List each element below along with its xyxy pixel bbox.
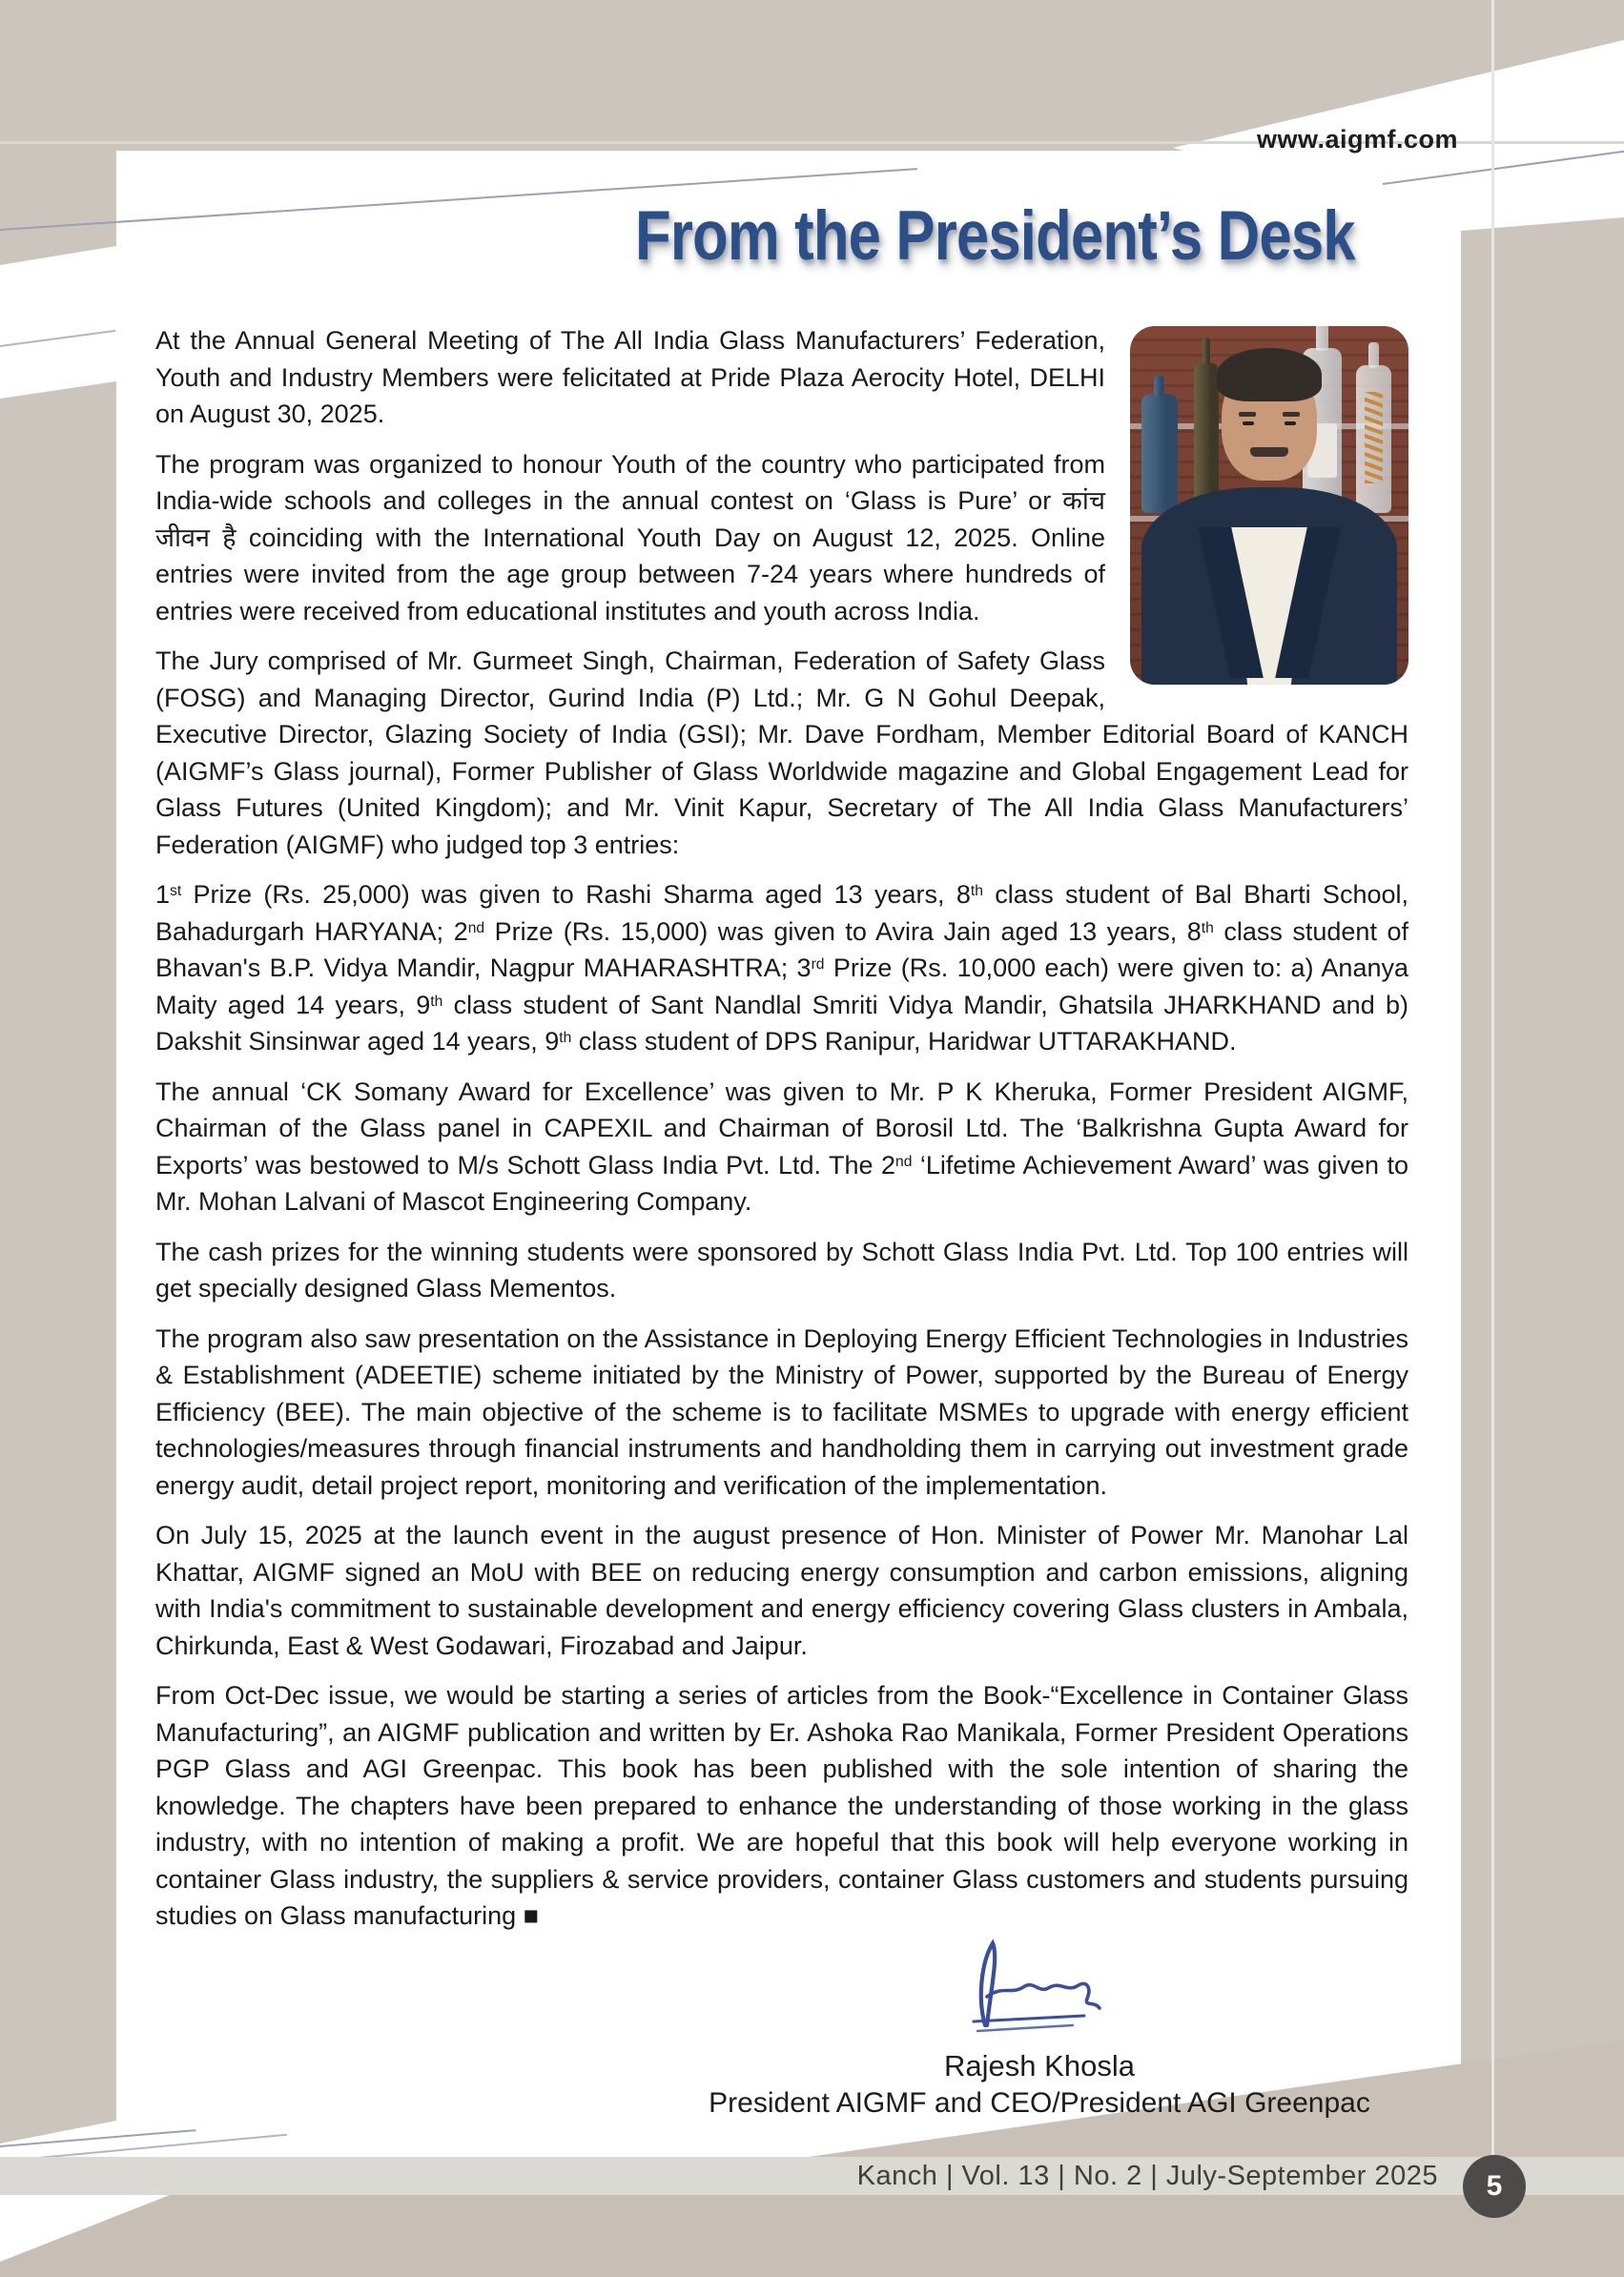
website-link[interactable]: www.aigmf.com xyxy=(1257,125,1459,154)
president-photo xyxy=(1130,326,1408,685)
paragraph: The cash prizes for the winning students were sponsored by Schott Glass India Pvt. Ltd. Top 100 entries will get specially designed Glass Mementos. xyxy=(155,1237,1408,1303)
paragraph: The program also saw presentation on the Assistance in Deploying Energy Efficient Technologies in Industries & Establishment (ADEETIE) scheme initiated by the Ministry of Power, supported by the Bureau of Energy Efficiency (BEE). The main objective of the scheme is to facilitate MSMEs to upgrade with energy efficient technologies/measures through financial instruments and handholding them in carrying out investment grade energy audit, detail project report, monitoring and verification of the implementation. xyxy=(155,1323,1408,1500)
president-hair xyxy=(1217,348,1323,401)
signatory-name: Rajesh Khosla xyxy=(944,2049,1135,2082)
blue-bottle-icon xyxy=(1141,394,1178,512)
decanter-bottle-icon xyxy=(1356,365,1392,512)
article-body xyxy=(155,322,1408,1948)
page-number: 5 xyxy=(1486,2170,1503,2202)
paragraph: The annual ‘CK Somany Award for Excellence’ was given to Mr. P K Kheruka, Former President AIGMF, Chairman of the Glass panel in CAPEXIL and Chairman of Borosil Ltd. The ‘Balkrishna Gupta Award for Exports’ was bestowed to M/s Schott Glass India Pvt. Ltd. The 2nd ‘Lifetime Achievement Award’ was given to Mr. Mohan Lalvani of Mascot Engineering Company. xyxy=(155,1077,1408,1216)
paragraph: From Oct-Dec issue, we would be starting a series of articles from the Book-“Excellence in Container Glass Manufacturing”, an AIGMF publication and written by Er. Ashoka Rao Manikala, Former President Operations PGP Glass and AGI Greenpac. This book has been published with the sole intention of sharing the knowledge. The chapters have been prepared to enhance the understanding of those working in the glass industry, with no intention of making a profit. We are hopeful that this book will help everyone working in container Glass industry, the suppliers & service providers, container Glass customers and students pursuing studies on Glass manufacturing ■ xyxy=(155,1681,1408,1930)
page-number-badge xyxy=(1463,2155,1526,2218)
paragraph: The Jury comprised of Mr. Gurmeet Singh, Chairman, Federation of Safety Glass (FOSG) and Managing Director, Gurind India (P) Ltd.; Mr. G N Gohul Deepak, Executive Director, Glazing Society of India (GSI); Mr. Dave Fordham, Member Editorial Board of KANCH (AIGMF’s Glass journal), Former Publisher of Glass Worldwide magazine and Global Engagement Lead for Glass Futures (United Kingdom); and Mr. Vinit Kapur, Secretary of The All India Glass Manufacturers’ Federation (AIGMF) who judged top 3 entries: xyxy=(155,646,1408,859)
page-title: From the President’s Desk xyxy=(635,197,1355,275)
decor-band-left xyxy=(0,246,116,399)
signature-icon xyxy=(930,1938,1149,2042)
paragraph: At the Annual General Meeting of The All India Glass Manufacturers’ Federation, Youth and Industry Members were felicitated at Pride Plaza Aerocity Hotel, DELHI on August 30, 2025. xyxy=(155,326,1105,428)
paragraph: 1st Prize (Rs. 25,000) was given to Rashi Sharma aged 13 years, 8th class student of Bal Bharti School, Bahadurgarh HARYANA; 2nd Prize (Rs. 15,000) was given to Avira Jain aged 13 years, 8th class student of Bhavan's B.P. Vidya Mandir, Nagpur MAHARASHTRA; 3rd Prize (Rs. 10,000 each) were given to: a) Ananya Maity aged 14 years, 9th class student of Sant Nandlal Smriti Vidya Mandir, Ghatsila JHARKHAND and b) Dakshit Sinsinwar aged 14 years, 9th class student of DPS Ranipur, Haridwar UTTARAKHAND. xyxy=(155,880,1408,1056)
paragraph: On July 15, 2025 at the launch event in the august presence of Hon. Minister of Power Mr. Manohar Lal Khattar, AIGMF signed an MoU with BEE on reducing energy consumption and carbon emissions, aligning with India's commitment to sustainable development and energy efficiency covering Glass clusters in Ambala, Chirkunda, East & West Godawari, Firozabad and Jaipur. xyxy=(155,1521,1408,1660)
paragraph: The program was organized to honour Youth of the country who participated from India-wide schools and colleges in the annual contest on ‘Glass is Pure’ or कांच जीवन है coinciding with the International Youth Day on August 12, 2025. Online entries were invited from the age group between 7-24 years where hundreds of entries were received from educational institutes and youth across India. xyxy=(155,449,1105,626)
signature-block xyxy=(706,1938,1373,2120)
decor-vertical-line xyxy=(1491,0,1494,2157)
bottom-band xyxy=(0,2195,1624,2277)
signatory-role: President AIGMF and CEO/President AGI Greenpac xyxy=(709,2087,1370,2119)
wine-bottle-icon xyxy=(1194,362,1219,513)
journal-info: Kanch | Vol. 13 | No. 2 | July-September 2025 xyxy=(856,2161,1438,2191)
